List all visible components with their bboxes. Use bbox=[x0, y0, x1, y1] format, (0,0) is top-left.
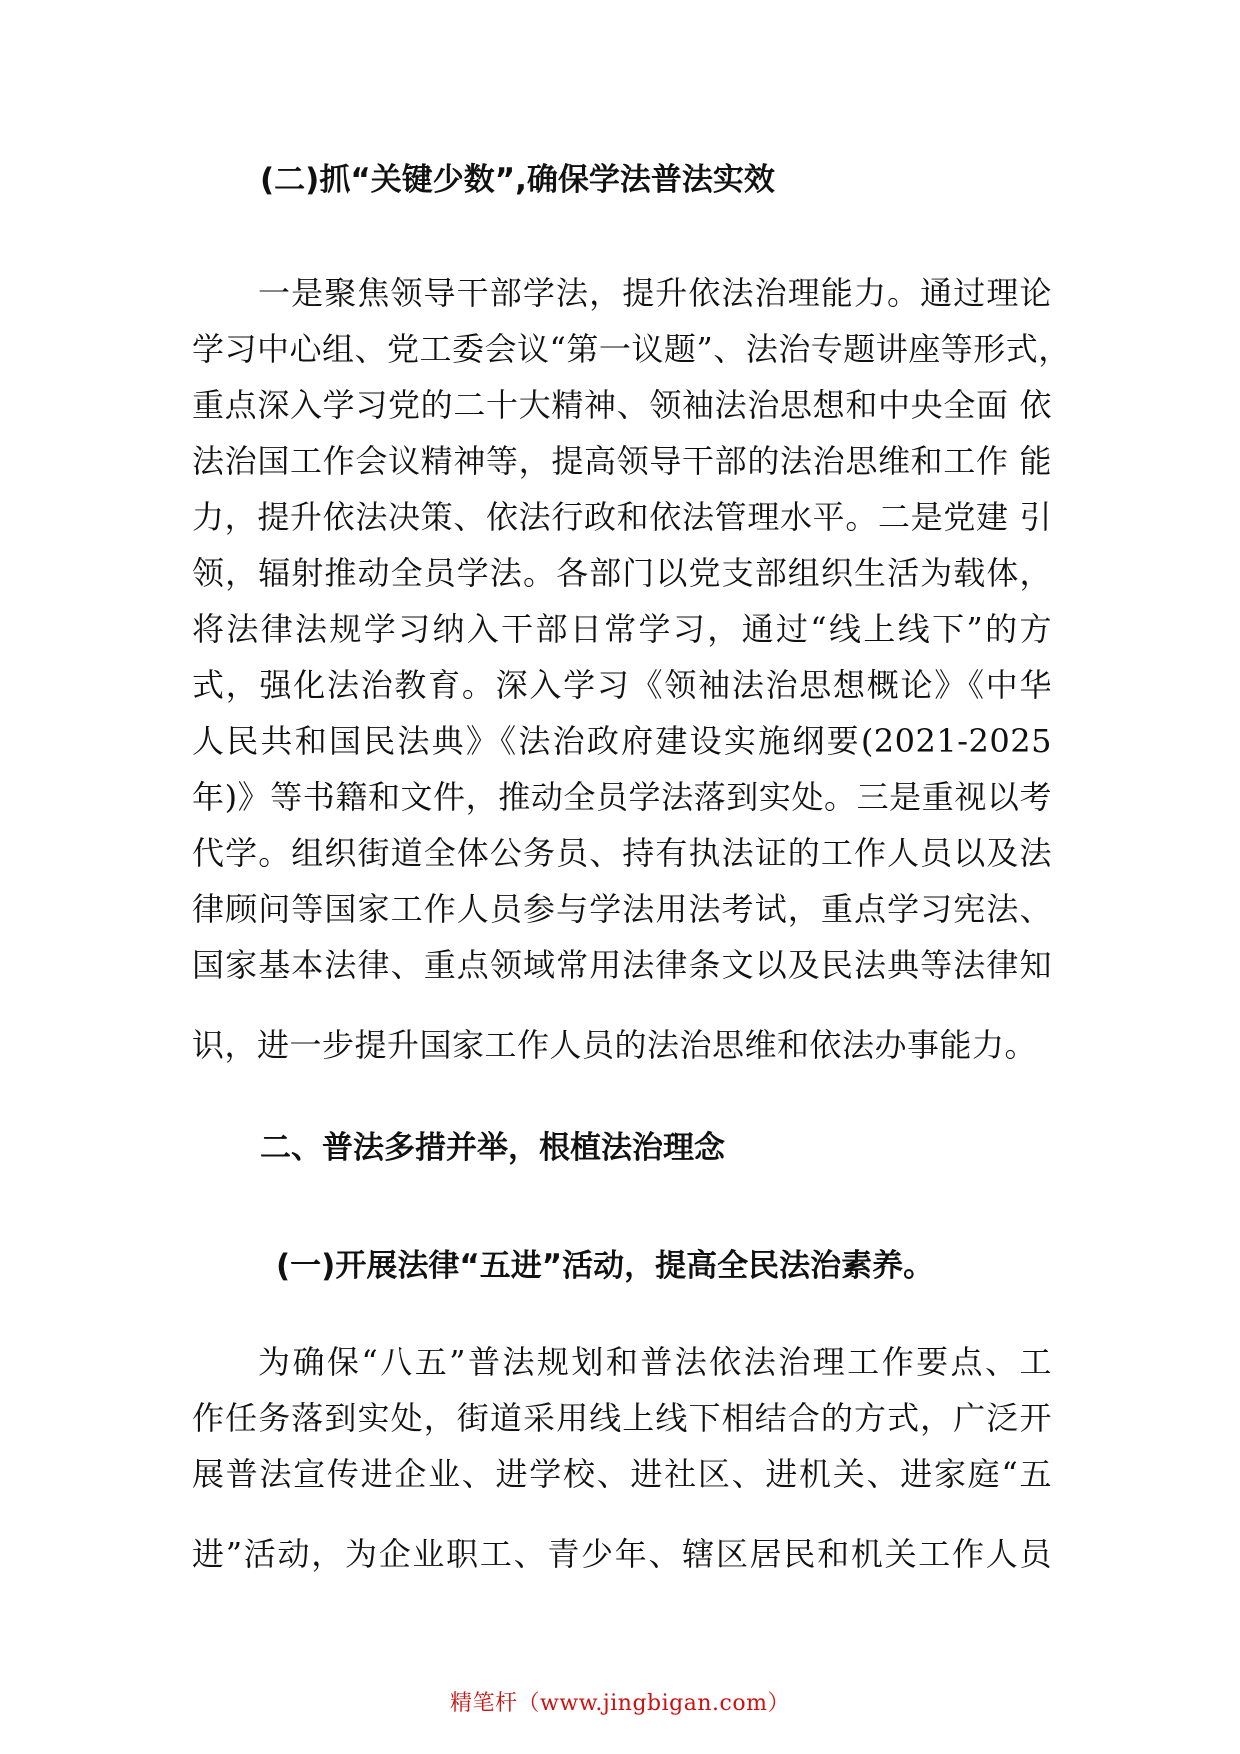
paragraph-line: 式，强化法治教育。深入学习《领袖法治思想概论》《中华 bbox=[192, 666, 1052, 704]
paragraph-line: 将法律法规学习纳入干部日常学习，通过“线上线下”的方 bbox=[192, 610, 1052, 648]
paragraph-line: 作任务落到实处，街道采用线上线下相结合的方式，广泛开 bbox=[192, 1399, 1052, 1437]
paragraph-line: 领，辐射推动全员学法。各部门以党支部组织生活为载体， bbox=[192, 554, 1052, 592]
section-heading-sub-1: (二)抓“关键少数”,确保学法普法实效 bbox=[260, 162, 775, 198]
paragraph-line: 重点深入学习党的二十大精神、领袖法治思想和中央全面 依 bbox=[192, 386, 1052, 424]
section-heading-sub-2: (一)开展法律“五进”活动，提高全民法治素养。 bbox=[276, 1248, 935, 1284]
paragraph-line: 代学。组织街道全体公务员、持有执法证的工作人员以及法 bbox=[192, 834, 1052, 872]
paragraph-line: 识，进一步提升国家工作人员的法治思维和依法办事能力。 bbox=[192, 1026, 1038, 1064]
footer-watermark: 精笔杆（www.jingbigan.com） bbox=[450, 1691, 790, 1716]
section-heading-main-2: 二、普法多措并举，根植法治理念 bbox=[260, 1130, 725, 1166]
paragraph-2 bbox=[192, 1334, 1052, 1582]
paragraph-line: 人民共和国民法典》《法治政府建设实施纲要(2021-2025 bbox=[192, 722, 1052, 760]
paragraph-line: 进”活动，为企业职工、青少年、辖区居民和机关工作人员 bbox=[192, 1535, 1052, 1573]
paragraph-line: 律顾问等国家工作人员参与学法用法考试，重点学习宪法、 bbox=[192, 890, 1052, 928]
paragraph-line: 展普法宣传进企业、进学校、进社区、进机关、进家庭“五 bbox=[192, 1455, 1052, 1493]
paragraph-1 bbox=[192, 265, 1071, 1073]
paragraph-line: 为确保“八五”普法规划和普法依法治理工作要点、工 bbox=[258, 1343, 1052, 1381]
paragraph-line: 一是聚焦领导干部学法，提升依法治理能力。通过理论 bbox=[258, 274, 1052, 312]
paragraph-line: 力，提升依法决策、依法行政和依法管理水平。二是党建 引 bbox=[192, 498, 1052, 536]
paragraph-line: 学习中心组、党工委会议“第一议题”、法治专题讲座等形式， bbox=[192, 330, 1071, 368]
paragraph-line: 国家基本法律、重点领域常用法律条文以及民法典等法律知 bbox=[192, 946, 1052, 984]
paragraph-line: 法治国工作会议精神等，提高领导干部的法治思维和工作 能 bbox=[192, 442, 1052, 480]
paragraph-line: 年)》等书籍和文件，推动全员学法落到实处。三是重视以考 bbox=[192, 778, 1052, 816]
